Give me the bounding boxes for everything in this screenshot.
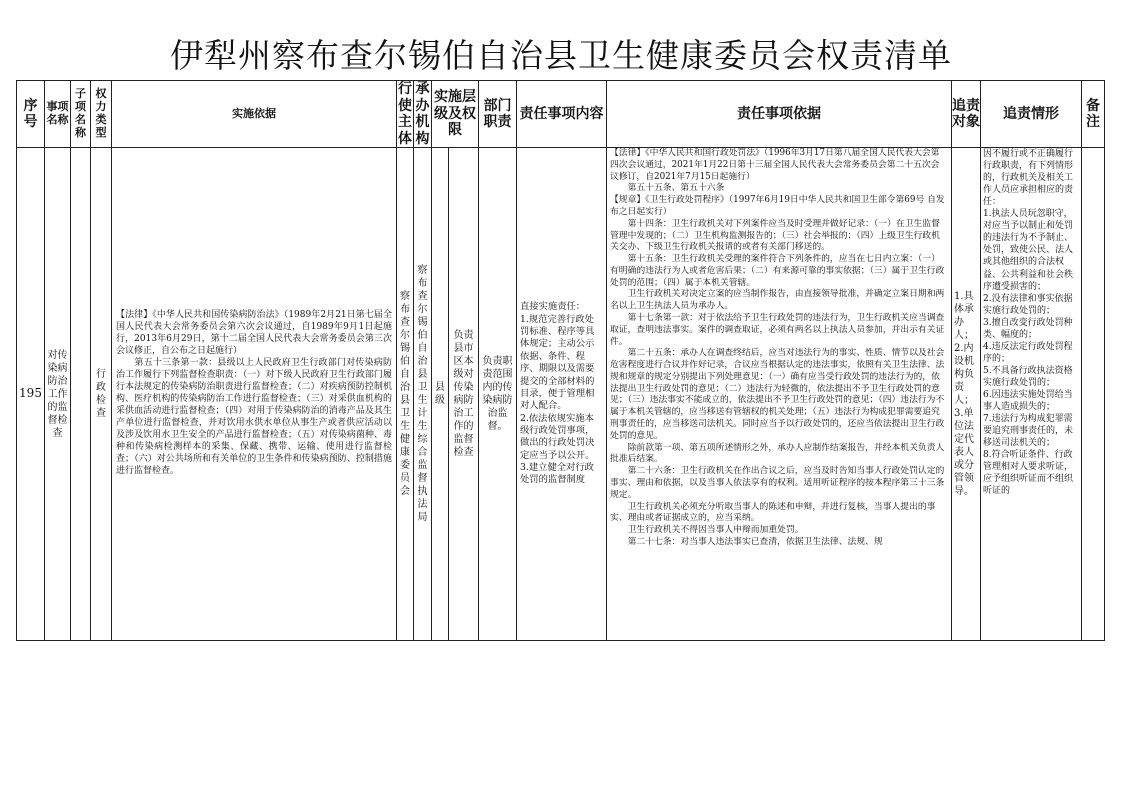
row-subject: 察布查尔锡伯自治县卫生健康委员会 bbox=[397, 148, 414, 641]
header-remark: 备注 bbox=[1082, 81, 1105, 148]
row-resp-content: 直接实施责任： 1.规范完善行政处罚标准、程序等具体规定；主动公示依据、条件、程序、期限以及需要提交的全部材料的目录，便于管理相对人配合。 2.依法依规实施本级行政处罚事项，做出的行政处罚决定应当予以公开。 3.建立健全对行政处罚的监督制度 bbox=[517, 148, 607, 641]
header-power-type: 权力类型 bbox=[91, 81, 112, 148]
header-resp-content: 责任事项内容 bbox=[517, 81, 607, 148]
header-dept-duty: 部门职责 bbox=[479, 81, 517, 148]
row-level: 县级 bbox=[432, 148, 449, 641]
page-title: 伊犁州察布查尔锡伯自治县卫生健康委员会权责清单 bbox=[170, 36, 952, 75]
table-row bbox=[17, 148, 1105, 641]
resp-basis-text: 【法律】《中华人民共和国行政处罚法》（1996年3月17日第八届全国人民代表大会第四次会议通过，2021年1月22日第十三届全国人民代表大会常务委员会第二十五次会议修订，自2021年7月15日起施行） 第五十五条、第五十六条 【规章】《卫生行政处罚程序》（1997年6月19日中华人民共和国卫生部令第69号 自发布之日起实行） 第十四条：卫生行政机关对下列案件应当及时受理并做好记录：（一）在卫生监督管理中发现的；（二）卫生机构监测报告的；（三）社会举报的；（四）上级卫生行政机关交办、下级卫生行政机关报请的或者有关部门移送的。 第十五条：卫生行政机关受理的案件符合下列条件的，应当在七日内立案：（一）有明确的违法行为人或者危害后果；（二）有来源可靠的事实依据；（三）属于卫生行政处罚的范围；（四）属于本机关管辖。 卫生行政机关对决定立案的应当制作报告，由直接领导批准，并确定立案日期和两名以上卫生执法人员为承办人。 第十七条第一款：对于依法给予卫生行政处罚的违法行为，卫生行政机关应当调查取证，查明违法事实。案件的调查取证，必须有两名以上执法人员参加，并出示有关证件。 第二十五条：承办人在调查终结后，应当对违法行为的事实、性质、情节以及社会危害程度进行合议并作好记录，合议应当根据认定的违法事实，依照有关卫生法律、法规和规章的规定分别提出下列处理意见：（一）确有应当受行政处罚的违法行为的，依法提出卫生行政处罚的意见；（二）违法行为轻微的，依法提出不予卫生行政处罚的意见；（三）违法事实不能成立的，依法提出不予卫生行政处罚的意见；（四）违法行为不属于本机关管辖的，应当移送有管辖权的机关处理；（五）违法行为构成犯罪需要追究刑事责任的，应当移送司法机关。同时应当予以行政处罚的，还应当依法提出卫生行政处罚的意见。 除前款第一项、第五项所述情形之外，承办人应制作结案报告，并经本机关负责人批准后结案。 第二十六条：卫生行政机关在作出合议之后，应当及时告知当事人行政处罚认定的事实、理由和依据，以及当事人依法享有的权利。适用听证程序的按本程序第三十三条规定。 卫生行政机关必须充分听取当事人的陈述和申辩，并进行复核，当事人提出的事实、理由或者证据成立的，应当采纳。 卫生行政机关不得因当事人申辩而加重处罚。 第二十七条：对当事人违法事实已查清，依据卫生法律、法规、规 bbox=[610, 148, 945, 547]
row-undertaker: 察布查尔锡伯自治县卫生计生综合监督执法局 bbox=[414, 148, 432, 641]
row-basis: 【法律】《中华人民共和国传染病防治法》（1989年2月21日第七届全国人民代表大会常务委员会第六次会议通过，自1989年9月1日起施行，2013年6月29日，第十二届全国人民代表大会常务委员会第三次会议修正，自公布之日起施行） 第五十三条第一款：县级以上人民政府卫生行政部门对传染病防治工作履行下列监督检查职责：（一）对下级人民政府卫生行政部门履行本法规定的传染病防治职责进行监督检查；（二）对疾病预防控制机构、医疗机构的传染病防治工作进行监督检查；（三）对采供血机构的采供血活动进行监督检查；（四）对用于传染病防治的消毒产品及其生产单位进行监督检查，并对饮用水供水单位从事生产或者供应活动以及涉及饮用水卫生安全的产品进行监督检查；（五）对传染病菌种、毒种和传染病检测样本的采集、保藏、携带、运输、使用进行监督检查；（六）对公共场所和有关单位的卫生条件和传染病预防、控制措施进行监督检查。 bbox=[112, 148, 397, 641]
header-blame-case: 追责情形 bbox=[981, 81, 1082, 148]
header-seq: 序号 bbox=[17, 81, 45, 148]
header-resp-basis: 责任事项依据 bbox=[607, 81, 952, 148]
row-item-name: 对传染病防治工作的监督检查 bbox=[45, 148, 71, 641]
row-blame-case bbox=[981, 148, 1082, 641]
row-seq: 195 bbox=[17, 148, 45, 641]
header-blame-target: 追责对象 bbox=[952, 81, 981, 148]
responsibility-table bbox=[16, 80, 1105, 641]
header-subject: 行使主体 bbox=[398, 81, 412, 147]
row-resp-basis bbox=[607, 148, 952, 641]
row-blame-target: 1.具体承办人；2.内设机构负责人；3.单位法定代表人或分管领导。 bbox=[952, 148, 981, 641]
header-undertaker: 承办机构 bbox=[415, 81, 430, 147]
row-dept-duty-2: 负责职责范围内的传染病防治监督。 bbox=[479, 148, 517, 641]
header-basis: 实施依据 bbox=[112, 81, 397, 148]
row-remark bbox=[1082, 148, 1105, 641]
row-power-type: 行政检查 bbox=[91, 148, 112, 641]
header-level: 实施层级及权限 bbox=[432, 81, 479, 148]
header-sub-item-name: 子项名称 bbox=[71, 81, 91, 148]
blame-case-text: 因不履行或不正确履行行政职责，有下列情形的，行政机关及相关工作人员应承担相应的责任： 1.执法人员玩忽职守，对应当予以制止和处罚的违法行为不予制止、处罚，致使公民、法人或其他组织的合法权益、公共利益和社会秩序遭受损害的； 2.没有法律和事实依据实施行政处罚的； 3.擅自改变行政处罚种类、幅度的； 4.违反法定行政处罚程序的； 5.不具备行政执法资格实施行政处罚的； 6.因违法实施处罚给当事人造成损失的； 7.违法行为构成犯罪需要追究刑事责任的，未移送司法机关的； 8.符合听证条件、行政管理相对人要求听证，应予组织听证而不组织听证的 bbox=[983, 149, 1074, 497]
row-sub-item-name bbox=[71, 148, 91, 641]
header-item-name: 事项名称 bbox=[45, 81, 71, 148]
header-row bbox=[17, 81, 1105, 148]
row-dept-duty: 负责县市区本级对传染病防治工作的监督检查 bbox=[449, 148, 479, 641]
